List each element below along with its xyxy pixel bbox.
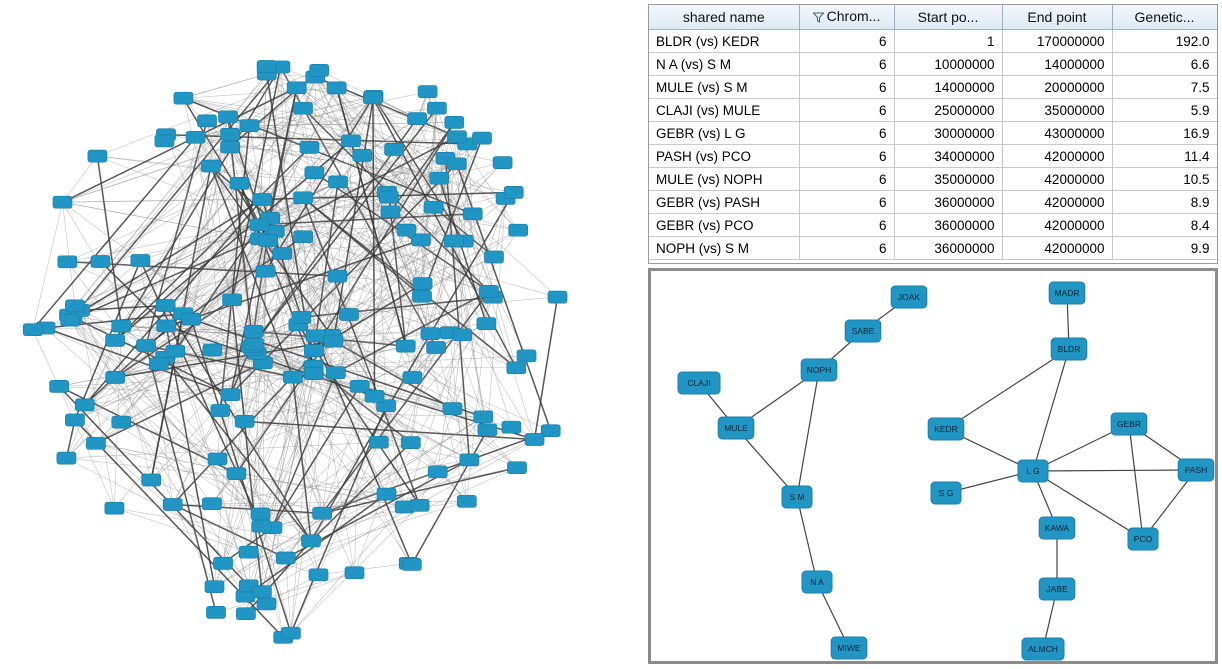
network-node[interactable] bbox=[292, 311, 311, 323]
table-row[interactable] bbox=[649, 30, 1217, 53]
table-row[interactable] bbox=[649, 191, 1217, 214]
network-node[interactable] bbox=[201, 160, 220, 172]
network-node[interactable] bbox=[1022, 638, 1064, 660]
network-node[interactable] bbox=[302, 535, 321, 547]
column-label: Chrom... bbox=[826, 7, 881, 24]
column-header-genetic[interactable] bbox=[1112, 5, 1217, 30]
network-node[interactable] bbox=[1039, 517, 1075, 539]
network-node[interactable] bbox=[445, 116, 464, 128]
network-node[interactable] bbox=[493, 157, 512, 169]
cell-genetic[interactable]: 192.0 bbox=[1112, 30, 1217, 53]
network-edge[interactable] bbox=[946, 349, 1069, 429]
network-node[interactable] bbox=[208, 453, 227, 465]
node-label: KEDR bbox=[934, 423, 958, 434]
node-label: GEBR bbox=[1116, 418, 1142, 429]
network-node[interactable] bbox=[156, 300, 175, 312]
cell-chromosome[interactable]: 6 bbox=[799, 30, 894, 53]
cell-start_point[interactable]: 36000000 bbox=[894, 214, 1002, 237]
network-node[interactable] bbox=[57, 452, 76, 464]
table-row[interactable] bbox=[649, 145, 1217, 168]
network-node[interactable] bbox=[363, 92, 382, 104]
network-small-edges bbox=[699, 293, 1196, 649]
network-node[interactable] bbox=[235, 415, 254, 427]
cell-genetic[interactable]: 7.5 bbox=[1112, 76, 1217, 99]
network-node[interactable] bbox=[281, 627, 300, 639]
network-node[interactable] bbox=[236, 608, 255, 620]
cell-end_point[interactable]: 35000000 bbox=[1002, 99, 1112, 122]
network-node[interactable] bbox=[155, 135, 174, 147]
network-node[interactable] bbox=[891, 286, 927, 308]
cell-chromosome[interactable]: 6 bbox=[799, 122, 894, 145]
network-node[interactable] bbox=[287, 82, 306, 94]
network-node[interactable] bbox=[23, 324, 42, 336]
cell-end_point[interactable]: 14000000 bbox=[1002, 53, 1112, 76]
cell-end_point[interactable]: 42000000 bbox=[1002, 237, 1112, 260]
network-node[interactable] bbox=[219, 111, 238, 123]
network-node[interactable] bbox=[504, 186, 523, 198]
node-label: L G bbox=[1026, 465, 1040, 476]
cell-shared_name[interactable]: GEBR (vs) PCO bbox=[649, 214, 799, 237]
network-node[interactable] bbox=[137, 340, 156, 352]
network-node[interactable] bbox=[142, 474, 161, 486]
cell-chromosome[interactable]: 6 bbox=[799, 237, 894, 260]
node-label: SABE bbox=[851, 325, 875, 336]
cell-chromosome[interactable]: 6 bbox=[799, 214, 894, 237]
network-node[interactable] bbox=[507, 362, 526, 374]
network-node[interactable] bbox=[326, 367, 345, 379]
network-node[interactable] bbox=[304, 368, 323, 380]
network-node[interactable] bbox=[485, 251, 504, 263]
cell-start_point[interactable]: 36000000 bbox=[894, 191, 1002, 214]
node-label: MIWE bbox=[837, 642, 861, 653]
cell-start_point[interactable]: 35000000 bbox=[894, 168, 1002, 191]
table-row[interactable] bbox=[649, 76, 1217, 99]
network-node[interactable] bbox=[259, 235, 278, 247]
cell-start_point[interactable]: 25000000 bbox=[894, 99, 1002, 122]
network-node[interactable] bbox=[443, 403, 462, 415]
network-node[interactable] bbox=[106, 371, 125, 383]
network-node[interactable] bbox=[447, 158, 466, 170]
network-node[interactable] bbox=[460, 454, 479, 466]
network-node[interactable] bbox=[86, 437, 105, 449]
network-node[interactable] bbox=[802, 571, 832, 593]
network-node[interactable] bbox=[525, 434, 544, 446]
cell-start_point[interactable]: 36000000 bbox=[894, 237, 1002, 260]
network-node[interactable] bbox=[324, 335, 343, 347]
node-label: MADR bbox=[1054, 287, 1080, 298]
network-node[interactable] bbox=[253, 194, 272, 206]
cell-end_point[interactable]: 20000000 bbox=[1002, 76, 1112, 99]
network-node[interactable] bbox=[428, 466, 447, 478]
network-node[interactable] bbox=[421, 328, 440, 340]
network-node[interactable] bbox=[240, 120, 259, 132]
network-large-edges bbox=[33, 67, 558, 638]
network-node[interactable] bbox=[227, 468, 246, 480]
network-node[interactable] bbox=[353, 149, 372, 161]
network-node[interactable] bbox=[396, 340, 415, 352]
network-node[interactable] bbox=[427, 102, 446, 114]
cell-end_point[interactable]: 42000000 bbox=[1002, 168, 1112, 191]
network-node[interactable] bbox=[58, 256, 77, 268]
network-node[interactable] bbox=[831, 637, 867, 659]
network-node[interactable] bbox=[276, 552, 295, 564]
network-node[interactable] bbox=[221, 128, 240, 140]
filter-icon[interactable] bbox=[813, 10, 824, 21]
network-node[interactable] bbox=[369, 436, 388, 448]
network-node[interactable] bbox=[478, 424, 497, 436]
network-node[interactable] bbox=[304, 345, 323, 357]
table-row[interactable] bbox=[649, 168, 1217, 191]
cell-start_point[interactable]: 30000000 bbox=[894, 122, 1002, 145]
network-node[interactable] bbox=[1049, 282, 1085, 304]
network-node[interactable] bbox=[402, 558, 421, 570]
cell-genetic[interactable]: 11.4 bbox=[1112, 145, 1217, 168]
network-edge bbox=[373, 98, 375, 397]
cell-genetic[interactable]: 8.9 bbox=[1112, 191, 1217, 214]
network-node[interactable] bbox=[50, 380, 69, 392]
network-node[interactable] bbox=[365, 390, 384, 402]
column-label: End point bbox=[1027, 9, 1087, 25]
network-node[interactable] bbox=[294, 102, 313, 114]
network-edge bbox=[63, 202, 75, 306]
network-node[interactable] bbox=[309, 569, 328, 581]
network-node[interactable] bbox=[106, 334, 125, 346]
cell-end_point[interactable]: 42000000 bbox=[1002, 191, 1112, 214]
network-node[interactable] bbox=[252, 520, 271, 532]
network-node[interactable] bbox=[678, 372, 720, 394]
network-node[interactable] bbox=[211, 405, 230, 417]
network-node[interactable] bbox=[327, 82, 346, 94]
column-label: Start po... bbox=[917, 9, 979, 25]
network-node[interactable] bbox=[328, 270, 347, 282]
node-label: KAWA bbox=[1044, 522, 1070, 533]
cell-shared_name[interactable]: N A (vs) S M bbox=[649, 53, 799, 76]
network-node[interactable] bbox=[379, 191, 398, 203]
table-row[interactable] bbox=[649, 53, 1217, 76]
network-edge[interactable] bbox=[797, 370, 819, 497]
network-node[interactable] bbox=[300, 141, 319, 153]
network-node[interactable] bbox=[928, 418, 964, 440]
node-label: MULE bbox=[724, 422, 748, 433]
network-node[interactable] bbox=[273, 248, 292, 260]
network-node[interactable] bbox=[182, 313, 201, 325]
cell-start_point[interactable]: 10000000 bbox=[894, 53, 1002, 76]
network-node[interactable] bbox=[1111, 413, 1147, 435]
cell-genetic[interactable]: 5.9 bbox=[1112, 99, 1217, 122]
node-label: JOAK bbox=[897, 291, 921, 302]
network-node[interactable] bbox=[230, 177, 249, 189]
network-node[interactable] bbox=[214, 557, 233, 569]
column-label: Genetic... bbox=[1134, 9, 1195, 25]
network-node[interactable] bbox=[782, 486, 812, 508]
cell-chromosome[interactable]: 6 bbox=[799, 76, 894, 99]
network-node[interactable] bbox=[548, 291, 567, 303]
network-node[interactable] bbox=[163, 499, 182, 511]
network-node[interactable] bbox=[517, 350, 536, 362]
network-node[interactable] bbox=[477, 318, 496, 330]
cell-shared_name[interactable]: GEBR (vs) L G bbox=[649, 122, 799, 145]
cell-shared_name[interactable]: GEBR (vs) PASH bbox=[649, 191, 799, 214]
cell-shared_name[interactable]: BLDR (vs) KEDR bbox=[649, 30, 799, 53]
network-node[interactable] bbox=[381, 206, 400, 218]
network-edge bbox=[115, 340, 151, 480]
network-node[interactable] bbox=[718, 417, 754, 439]
network-node[interactable] bbox=[244, 325, 263, 337]
network-large-nodes[interactable] bbox=[23, 61, 567, 644]
column-header-shared-name[interactable] bbox=[649, 5, 799, 30]
cell-genetic[interactable]: 8.4 bbox=[1112, 214, 1217, 237]
node-label: S G bbox=[938, 487, 954, 498]
network-edge[interactable] bbox=[1033, 349, 1069, 471]
network-node[interactable] bbox=[256, 265, 275, 277]
cell-shared_name[interactable]: CLAJI (vs) MULE bbox=[649, 99, 799, 122]
table-row[interactable] bbox=[649, 214, 1217, 237]
network-node[interactable] bbox=[479, 285, 498, 297]
cell-shared_name[interactable]: NOPH (vs) S M bbox=[649, 237, 799, 260]
network-node[interactable] bbox=[340, 309, 359, 321]
network-node[interactable] bbox=[257, 598, 276, 610]
network-node[interactable] bbox=[410, 499, 429, 511]
network-node[interactable] bbox=[1178, 459, 1214, 481]
network-node[interactable] bbox=[65, 414, 84, 426]
node-label: S M bbox=[789, 491, 805, 502]
network-node[interactable] bbox=[1128, 528, 1158, 550]
network-node[interactable] bbox=[508, 462, 527, 474]
network-node[interactable] bbox=[397, 224, 416, 236]
network-node[interactable] bbox=[306, 330, 325, 342]
edge-attribute-table-panel[interactable] bbox=[648, 4, 1218, 264]
network-node[interactable] bbox=[463, 208, 482, 220]
network-node[interactable] bbox=[385, 143, 404, 155]
network-node[interactable] bbox=[198, 115, 217, 127]
network-node[interactable] bbox=[294, 231, 313, 243]
network-node[interactable] bbox=[845, 320, 881, 342]
column-header-start-point[interactable] bbox=[894, 5, 1002, 30]
network-node[interactable] bbox=[223, 294, 242, 306]
cell-chromosome[interactable]: 6 bbox=[799, 145, 894, 168]
network-node[interactable] bbox=[931, 482, 961, 504]
cell-chromosome[interactable]: 6 bbox=[799, 99, 894, 122]
network-node[interactable] bbox=[509, 224, 528, 236]
network-node[interactable] bbox=[186, 131, 205, 143]
network-node[interactable] bbox=[88, 150, 107, 162]
network-node[interactable] bbox=[1018, 460, 1048, 482]
network-node[interactable] bbox=[244, 338, 263, 350]
network-node[interactable] bbox=[202, 498, 221, 510]
cell-start_point[interactable]: 34000000 bbox=[894, 145, 1002, 168]
network-node[interactable] bbox=[294, 192, 313, 204]
cell-chromosome[interactable]: 6 bbox=[799, 191, 894, 214]
network-node[interactable] bbox=[403, 372, 422, 384]
cell-shared_name[interactable]: MULE (vs) NOPH bbox=[649, 168, 799, 191]
network-node[interactable] bbox=[131, 255, 150, 267]
table-body[interactable] bbox=[649, 30, 1217, 260]
network-node[interactable] bbox=[305, 167, 324, 179]
cell-genetic[interactable]: 9.9 bbox=[1112, 237, 1217, 260]
network-node[interactable] bbox=[112, 416, 131, 428]
network-node[interactable] bbox=[310, 64, 329, 76]
cell-start_point[interactable]: 14000000 bbox=[894, 76, 1002, 99]
network-node[interactable] bbox=[1051, 338, 1087, 360]
network-node[interactable] bbox=[424, 201, 443, 213]
network-node[interactable] bbox=[149, 358, 168, 370]
table-row[interactable] bbox=[649, 237, 1217, 260]
network-node[interactable] bbox=[221, 389, 240, 401]
network-node[interactable] bbox=[283, 371, 302, 383]
network-node[interactable] bbox=[418, 86, 437, 98]
column-header-end-point[interactable] bbox=[1002, 5, 1112, 30]
network-node[interactable] bbox=[105, 502, 124, 514]
network-node[interactable] bbox=[112, 320, 131, 332]
cell-shared_name[interactable]: MULE (vs) S M bbox=[649, 76, 799, 99]
cell-end_point[interactable]: 42000000 bbox=[1002, 214, 1112, 237]
cell-shared_name[interactable]: PASH (vs) PCO bbox=[649, 145, 799, 168]
column-header-chromosome[interactable] bbox=[799, 5, 894, 30]
network-edge[interactable] bbox=[1129, 424, 1143, 539]
network-node[interactable] bbox=[453, 329, 472, 341]
network-node[interactable] bbox=[257, 61, 276, 73]
node-label: N A bbox=[810, 576, 824, 587]
node-label: CLAJI bbox=[687, 377, 711, 388]
network-node[interactable] bbox=[345, 567, 364, 579]
cell-genetic[interactable]: 6.6 bbox=[1112, 53, 1217, 76]
network-node[interactable] bbox=[401, 437, 420, 449]
node-label: PCO bbox=[1133, 533, 1153, 544]
network-small-nodes[interactable] bbox=[678, 282, 1214, 660]
table-row[interactable] bbox=[649, 122, 1217, 145]
network-node[interactable] bbox=[413, 278, 432, 290]
network-node[interactable] bbox=[430, 172, 449, 184]
network-node[interactable] bbox=[157, 320, 176, 332]
network-edge[interactable] bbox=[797, 497, 817, 582]
cell-end_point[interactable]: 43000000 bbox=[1002, 122, 1112, 145]
network-node[interactable] bbox=[408, 113, 427, 125]
cell-start_point[interactable]: 1 bbox=[894, 30, 1002, 53]
network-small-canvas[interactable] bbox=[651, 271, 1215, 661]
network-view-small[interactable] bbox=[648, 268, 1218, 664]
network-node[interactable] bbox=[342, 135, 361, 147]
node-label: PASH bbox=[1184, 464, 1208, 475]
network-node[interactable] bbox=[174, 92, 193, 104]
node-label: ALMCH bbox=[1028, 643, 1058, 654]
network-node[interactable] bbox=[207, 606, 226, 618]
network-edge[interactable] bbox=[1033, 470, 1196, 471]
network-node[interactable] bbox=[473, 132, 492, 144]
cell-chromosome[interactable]: 6 bbox=[799, 168, 894, 191]
network-node[interactable] bbox=[252, 586, 271, 598]
network-node[interactable] bbox=[203, 344, 222, 356]
network-node[interactable] bbox=[91, 256, 110, 268]
cell-genetic[interactable]: 10.5 bbox=[1112, 168, 1217, 191]
network-node[interactable] bbox=[65, 300, 84, 312]
network-node[interactable] bbox=[474, 411, 493, 423]
network-node[interactable] bbox=[502, 421, 521, 433]
network-node[interactable] bbox=[61, 314, 80, 326]
network-edge bbox=[183, 74, 266, 98]
network-node[interactable] bbox=[457, 495, 476, 507]
network-node[interactable] bbox=[427, 342, 446, 354]
network-node[interactable] bbox=[313, 507, 332, 519]
network-node[interactable] bbox=[75, 399, 94, 411]
cell-end_point[interactable]: 42000000 bbox=[1002, 145, 1112, 168]
table-header-row[interactable] bbox=[649, 5, 1217, 30]
cell-chromosome[interactable]: 6 bbox=[799, 53, 894, 76]
network-node[interactable] bbox=[444, 235, 463, 247]
network-node[interactable] bbox=[250, 219, 269, 231]
node-label: NOPH bbox=[806, 364, 832, 375]
node-label: BLDR bbox=[1057, 343, 1081, 354]
network-node[interactable] bbox=[221, 141, 240, 153]
network-node[interactable] bbox=[329, 176, 348, 188]
column-label: shared name bbox=[682, 9, 765, 25]
network-node[interactable] bbox=[413, 290, 432, 302]
network-node[interactable] bbox=[205, 581, 224, 593]
network-node[interactable] bbox=[251, 508, 270, 520]
network-node[interactable] bbox=[801, 359, 837, 381]
node-label: JABE bbox=[1046, 583, 1068, 594]
network-node[interactable] bbox=[53, 196, 72, 208]
cell-genetic[interactable]: 16.9 bbox=[1112, 122, 1217, 145]
network-node[interactable] bbox=[377, 488, 396, 500]
network-node[interactable] bbox=[166, 345, 185, 357]
network-node[interactable] bbox=[448, 131, 467, 143]
network-node[interactable] bbox=[239, 546, 258, 558]
table-row[interactable] bbox=[649, 99, 1217, 122]
edge-attribute-table[interactable] bbox=[649, 5, 1218, 260]
cell-end_point[interactable]: 170000000 bbox=[1002, 30, 1112, 53]
network-node[interactable] bbox=[1039, 578, 1075, 600]
